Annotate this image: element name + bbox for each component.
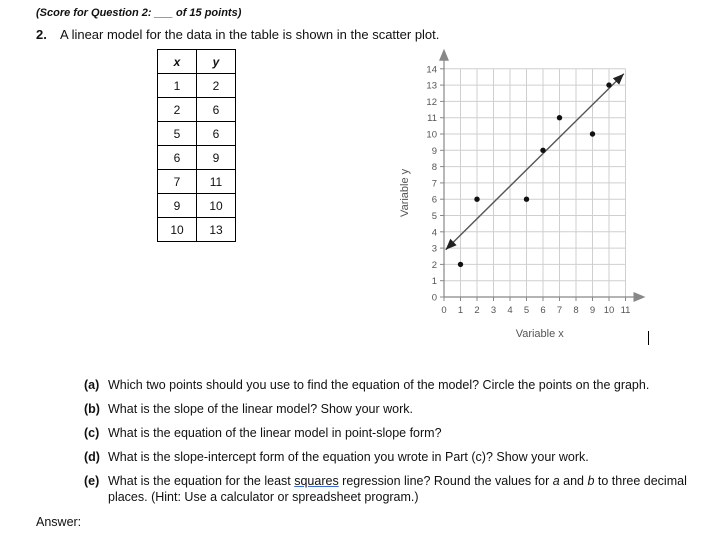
model-line — [446, 74, 624, 250]
data-point — [458, 262, 463, 267]
part-d-text: What is the slope-intercept form of the equation you wrote in Part (c)? Show your work. — [108, 450, 589, 464]
table-cell: 6 — [197, 98, 236, 122]
x-tick-label: 10 — [603, 305, 615, 316]
x-tick-label: 3 — [490, 305, 497, 316]
data-point — [540, 148, 545, 153]
part-a-text: Which two points should you use to find the equation of the model? Circle the points on the graph. — [108, 378, 650, 392]
table-cell: 6 — [158, 146, 197, 170]
data-point — [474, 197, 479, 202]
x-tick-label: 5 — [523, 305, 530, 316]
table-cell: 10 — [158, 218, 197, 242]
x-axis-arrow — [634, 292, 646, 302]
y-axis-label: Variable y — [399, 168, 411, 217]
y-axis-arrow — [439, 49, 449, 61]
y-tick-label: 0 — [431, 292, 437, 304]
table-cell: 9 — [197, 146, 236, 170]
y-tick-label: 6 — [431, 194, 437, 206]
y-tick-label: 9 — [431, 145, 437, 157]
part-e-text-2: regression line? Round the values for — [338, 474, 553, 488]
plot-grid — [444, 69, 626, 297]
table-cell: 1 — [158, 74, 197, 98]
part-e-underlined-word: squares — [294, 474, 339, 488]
table-row — [158, 74, 236, 98]
part-e-text — [108, 473, 698, 505]
x-tick-label: 9 — [589, 305, 596, 316]
part-b — [84, 401, 698, 417]
y-tick-label: 2 — [431, 259, 437, 271]
part-e-var-b: b — [587, 474, 595, 488]
part-c-label: (c) — [84, 426, 100, 440]
answer-label: Answer: — [36, 515, 82, 529]
table-row — [158, 170, 236, 194]
table-row — [158, 98, 236, 122]
table-cell: 7 — [158, 170, 197, 194]
y-tick-label: 3 — [431, 243, 437, 255]
x-tick-label: 6 — [540, 305, 546, 316]
y-tick-label: 13 — [426, 80, 437, 92]
data-point — [524, 197, 529, 202]
table-cell: 11 — [197, 170, 236, 194]
question-number: 2. — [36, 27, 47, 42]
table-header-x: x — [158, 50, 197, 74]
table-cell: 2 — [158, 98, 197, 122]
part-c-text: What is the equation of the linear model in point-slope form? — [108, 426, 442, 440]
x-axis-label: Variable x — [515, 328, 564, 340]
y-tick-label: 8 — [431, 162, 437, 174]
table-cell: 6 — [197, 122, 236, 146]
part-e-text-1: What is the equation for the least — [108, 474, 295, 488]
x-tick-label: 8 — [573, 305, 579, 316]
table-cell: 5 — [158, 122, 197, 146]
x-tick-label: 4 — [507, 305, 513, 316]
y-tick-label: 10 — [426, 129, 437, 141]
x-tick-label: 1 — [457, 305, 464, 316]
part-b-text: What is the slope of the linear model? Show your work. — [108, 402, 414, 416]
data-table — [157, 49, 236, 242]
x-tick-label: 7 — [556, 305, 563, 316]
question-prompt: A linear model for the data in the table is shown in the scatter plot. — [60, 27, 440, 42]
table-cell: 9 — [158, 194, 197, 218]
y-tick-label: 12 — [426, 96, 437, 108]
table-cell: 2 — [197, 74, 236, 98]
text-cursor — [648, 331, 649, 345]
part-e-text-3: and — [559, 474, 588, 488]
table-row — [158, 194, 236, 218]
y-tick-label: 1 — [431, 276, 437, 288]
part-e — [84, 473, 698, 505]
data-point — [606, 82, 611, 87]
part-e-text-4: to three decimal places. (Hint: Use a calculator or spreadsheet program.) — [108, 474, 687, 504]
table-row — [158, 218, 236, 242]
scatter-plot — [390, 48, 665, 348]
part-b-label: (b) — [84, 402, 100, 416]
part-a-label: (a) — [84, 378, 100, 392]
part-c — [84, 425, 698, 441]
data-points — [458, 82, 612, 267]
x-tick-label: 2 — [474, 305, 480, 316]
table-header-row — [158, 50, 236, 74]
x-tick-labels — [441, 297, 630, 316]
part-a — [84, 377, 698, 393]
table-cell: 13 — [197, 218, 236, 242]
table-row — [158, 146, 236, 170]
y-tick-label: 14 — [426, 64, 437, 76]
data-point — [557, 115, 562, 120]
y-tick-labels — [426, 64, 444, 303]
table-cell: 10 — [197, 194, 236, 218]
table-header-y: y — [197, 50, 236, 74]
part-d — [84, 449, 698, 465]
model-line-group — [446, 74, 624, 250]
x-tick-label: 11 — [620, 305, 631, 316]
y-tick-label: 5 — [431, 211, 437, 222]
x-tick-label: 0 — [441, 305, 447, 316]
part-e-label: (e) — [84, 474, 100, 488]
score-label: (Score for Question 2: ___ of 15 points) — [36, 7, 242, 19]
y-tick-label: 11 — [427, 113, 437, 125]
y-tick-label: 4 — [431, 227, 437, 239]
table-row — [158, 122, 236, 146]
data-point — [590, 131, 595, 136]
part-d-label: (d) — [84, 450, 100, 464]
part-e-var-a: a — [552, 474, 560, 488]
y-tick-label: 7 — [431, 178, 437, 190]
